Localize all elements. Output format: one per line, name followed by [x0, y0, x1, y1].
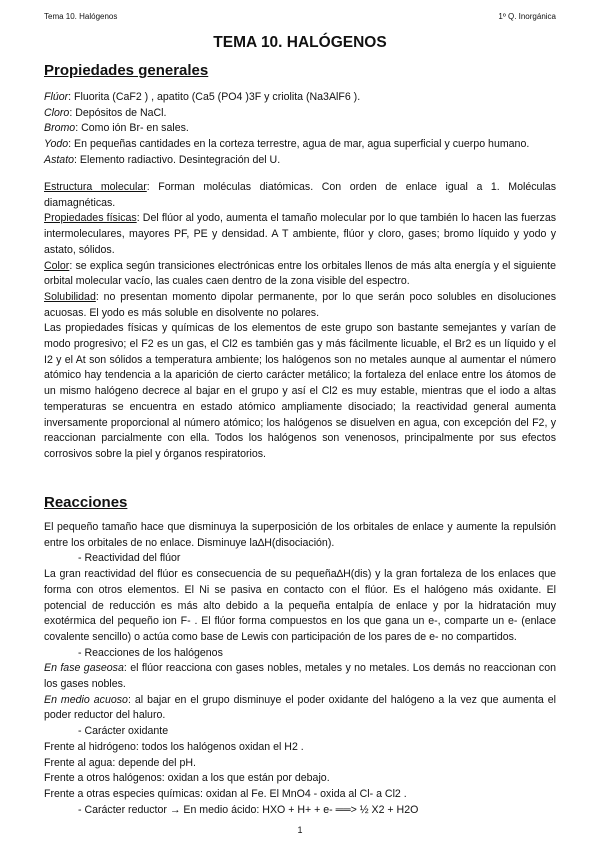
prop-color: Color: se explica según transiciones electrónicas entre los orbitales llenos de más alta energía y el siguiente orbital molecular vacío, las cuales caen dentro de la zona visible del espectro.	[44, 259, 556, 288]
line-agua: Frente al agua: depende del pH.	[44, 756, 196, 769]
elements-list	[44, 90, 556, 169]
general-paragraph: Las propiedades físicas y químicas de los elementos de este grupo son bastante semejantes y varían de modo progresivo; el F2 es un gas, el Cl2 es también gas y más fácilmente licuable, el Br2 es un líquido y el I2 y el At son sólidos a temperatura ambiente; los halógenos son no metales aunque al aumentar el número atómico hay tendencia a la aparición de cierto carácter metálico; la fortaleza del enlace entre los átomos de un mismo halógeno decrece al bajar en el grupo y así el Cl2 es muy estable, mientras que el iodo a altas temperaturas se encuentra en estado atómico ampliamente disociado; la reactividad general aumenta inversamente proporcional al número atómico; los halógenos se disuelven en agua, con excepción del F2, y reaccionan parcialmente con ella. Todos los halógenos son venenosos, principalmente por sus efectos corrosivos sobre la piel y órganos respiratorios.	[44, 322, 556, 460]
element-cloro: Cloro: Depósitos de NaCl.	[44, 106, 167, 119]
bullet-reductor: - Carácter reductor → En medio ácido: HXO + H+ + e- ══> ½ X2 + H2O	[78, 803, 419, 816]
page-number: 1	[297, 825, 303, 835]
fase-gaseosa: En fase gaseosa: el flúor reacciona con gases nobles, metales y no metales. Los demás no reaccionan con los gases nobles.	[44, 662, 557, 691]
element-fluor: Flúor: Fluorita (CaF2 ) , apatito (Ca5 (PO4 )3F y criolita (Na3AlF6 ).	[44, 91, 361, 103]
medio-acuoso: En medio acuoso: al bajar en el grupo disminuye el poder oxidante del halógeno a la vez que aumenta el poder reductor del haluro.	[44, 693, 557, 722]
section-heading-reacciones: Reacciones	[44, 494, 128, 511]
bullet-reactividad: - Reactividad del flúor	[78, 552, 181, 565]
header-left: Tema 10. Halógenos	[44, 12, 118, 21]
page-title: TEMA 10. HALÓGENOS	[213, 34, 387, 51]
header-right: 1º Q. Inorgánica	[498, 12, 556, 21]
reactions-block	[44, 520, 556, 818]
line-halogenos: Frente a otros halógenos: oxidan a los que están por debajo.	[44, 772, 330, 785]
element-bromo: Bromo: Como ión Br- en sales.	[44, 122, 189, 135]
properties-block	[44, 180, 556, 463]
bullet-oxidante: - Carácter oxidante	[78, 725, 169, 738]
bullet-reacciones: - Reacciones de los halógenos	[78, 646, 223, 659]
prop-fisicas: Propiedades físicas: Del flúor al yodo, aumenta el tamaño molecular por lo que también lo hacen las fuerzas intermoleculares, mayores PF, PE y densidad. A T ambiente, flúor y cloro, gases; bromo líquido y yodo y astato, sólidos.	[44, 212, 557, 256]
reactions-intro: El pequeño tamaño hace que disminuya la superposición de los orbitales de enlace y aumente la repulsión entre los orbitales de no enlace. Disminuye la∆H(disociación).	[44, 521, 556, 549]
line-otras-especies: Frente a otras especies químicas: oxidan al Fe. El MnO4 - oxida al Cl- a Cl2 .	[44, 787, 407, 800]
prop-estructura: Estructura molecular: Forman moléculas diatómicas. Con orden de enlace igual a 1. Moléculas diamagnéticas.	[44, 181, 556, 209]
section-heading-propiedades: Propiedades generales	[44, 62, 209, 79]
element-astato: Astato: Elemento radiactivo. Desintegración del U.	[44, 153, 281, 166]
prop-solubilidad: Solubilidad: no presentan momento dipolar permanente, por lo que serán poco solubles en disoluciones acuosas. El yodo es más soluble en disolvente no polares.	[44, 290, 556, 319]
element-yodo: Yodo: En pequeñas cantidades en la corteza terrestre, agua de mar, agua superficial y cuerpo humano.	[44, 138, 530, 151]
line-hidrogeno: Frente al hidrógeno: todos los halógenos oxidan el H2 .	[44, 740, 304, 753]
fluor-paragraph: La gran reactividad del flúor es consecuencia de su pequeña∆H(dis) y la gran fortaleza de los enlaces que forma con otros elementos. El Ni se pasiva en contacto con el flúor. Es el halógeno más oxidante. El potencial de reducción es más alto debido a la pequeña entalpía de enlace y por la hidratación muy exotérmica del pequeño ion F- . El flúor forma compuestos en los que gana un e-, comparte un e- (enlace covalente sencillo) o actúa como base de Lewis con participación de los pares de e- no compartidos.	[44, 568, 556, 643]
